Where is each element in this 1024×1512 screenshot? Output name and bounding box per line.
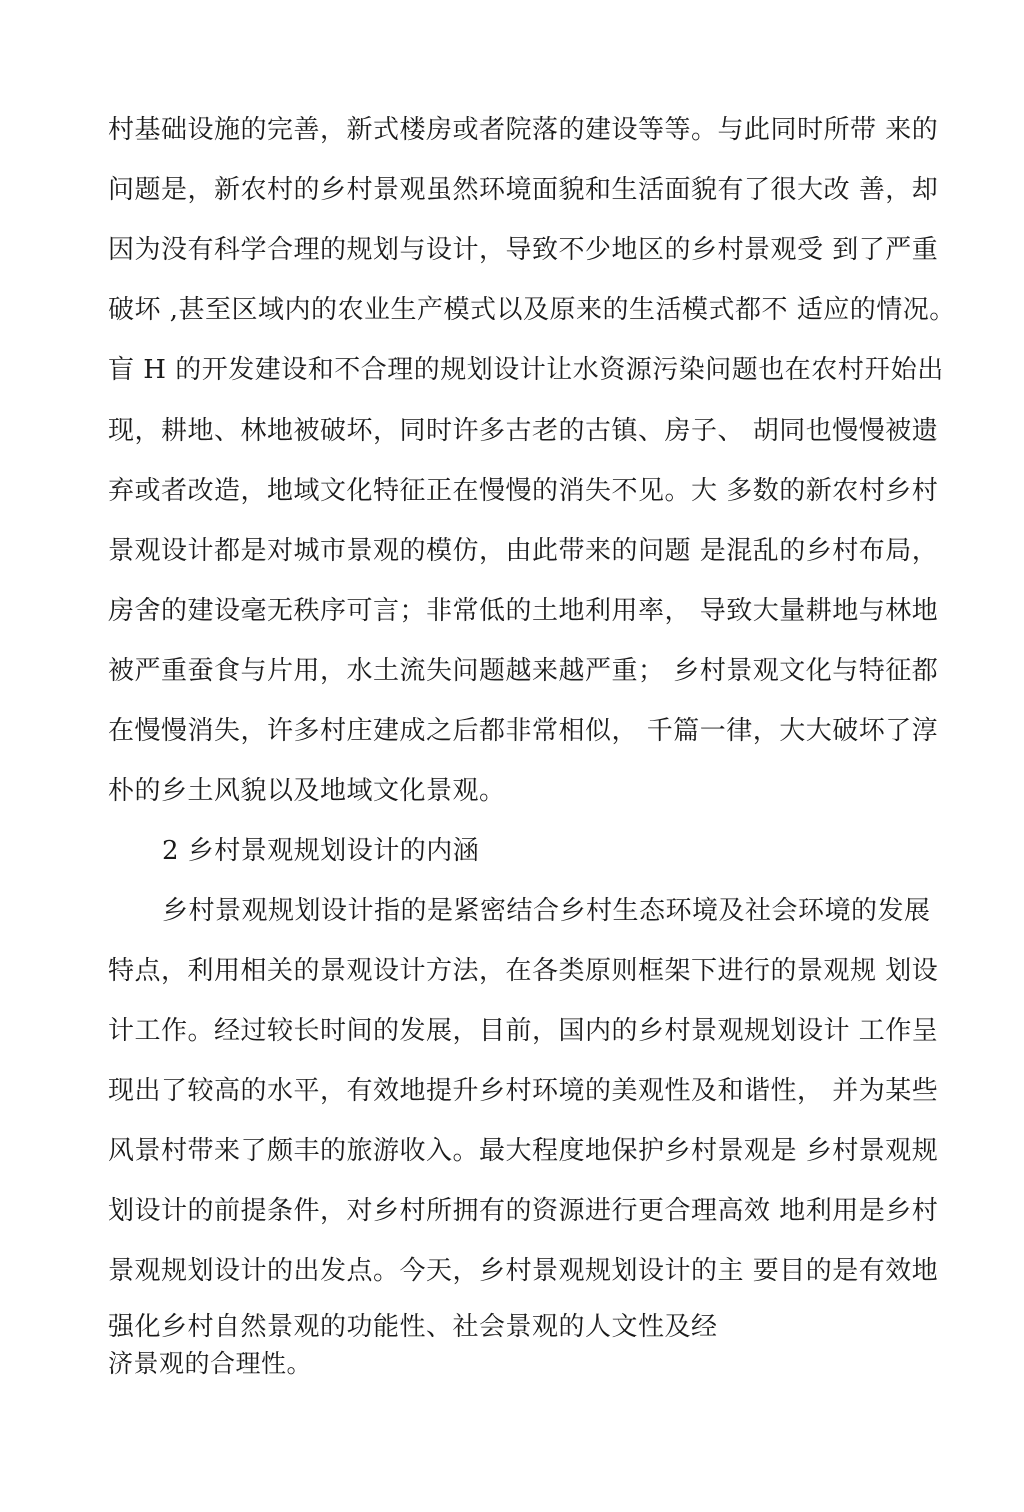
body-text-line: 特点，利用相关的景观设计方法，在各类原则框架下进行的景观规 划设 xyxy=(108,956,939,986)
body-text-line: 现出了较高的水平，有效地提升乡村环境的美观性及和谐性， 并为某些 xyxy=(108,1076,939,1106)
body-text-line: 朴的乡土风貌以及地域文化景观。 xyxy=(108,776,506,806)
body-text-line: 景观规划设计的出发点。今天，乡村景观规划设计的主 要目的是有效地 xyxy=(108,1256,939,1286)
body-text-line: 问题是，新农村的乡村景观虽然环境面貌和生活面貌有了很大改 善，却 xyxy=(108,175,939,205)
section-heading: 2 乡村景观规划设计的内涵 xyxy=(162,836,480,866)
body-text-line: 盲 H 的开发建设和不合理的规划设计让水资源污染问题也在农村幵始出 xyxy=(108,355,944,385)
body-text-line: 济景观的合理性。 xyxy=(108,1349,313,1378)
body-text-line: 景观设计都是对城市景观的模仿，由此带来的问题 是混乱的乡村布局， xyxy=(108,536,939,566)
body-text-line: 风景村带来了颇丰的旅游收入。最大程度地保护乡村景观是 乡村景观规 xyxy=(108,1136,939,1166)
body-text-line: 因为没有科学合理的规划与设计，导致不少地区的乡村景观受 到了严重 xyxy=(108,235,939,265)
body-text-line: 村基础设施的完善，新式楼房或者院落的建设等等。与此同时所带 来的 xyxy=(108,115,939,145)
body-text-line: 房舍的建设毫无秩序可言；非常低的土地利用率， 导致大量耕地与林地 xyxy=(108,596,939,626)
body-text-line: 现，耕地、林地被破坏，同时许多古老的古镇、房子、 胡同也慢慢被遗 xyxy=(108,416,939,446)
body-text-line: 在慢慢消失，许多村庄建成之后都非常相似， 千篇一律，大大破坏了淳 xyxy=(108,716,939,746)
body-text-line: 划设计的前提条件，对乡村所拥有的资源进行更合理高效 地利用是乡村 xyxy=(108,1196,939,1226)
body-text-line: 破坏 ,甚至区域内的农业生产模式以及原来的生活模式都不 适应的情况。 xyxy=(108,295,956,325)
body-text-line: 被严重蚕食与片用，水土流失问题越来越严重； 乡村景观文化与特征都 xyxy=(108,656,939,686)
body-text-line: 乡村景观规划设计指的是紧密结合乡村生态环境及社会环境的发展 xyxy=(162,896,931,926)
body-text-line: 弃或者改造，地域文化特征正在慢慢的消失不见。大 多数的新农村乡村 xyxy=(108,476,939,506)
body-text-line: 强化乡村自然景观的功能性、社会景观的人文性及经 xyxy=(108,1312,718,1342)
body-text-line: 计工作。经过较长时间的发展，目前，国内的乡村景观规划设计 工作呈 xyxy=(108,1016,939,1046)
